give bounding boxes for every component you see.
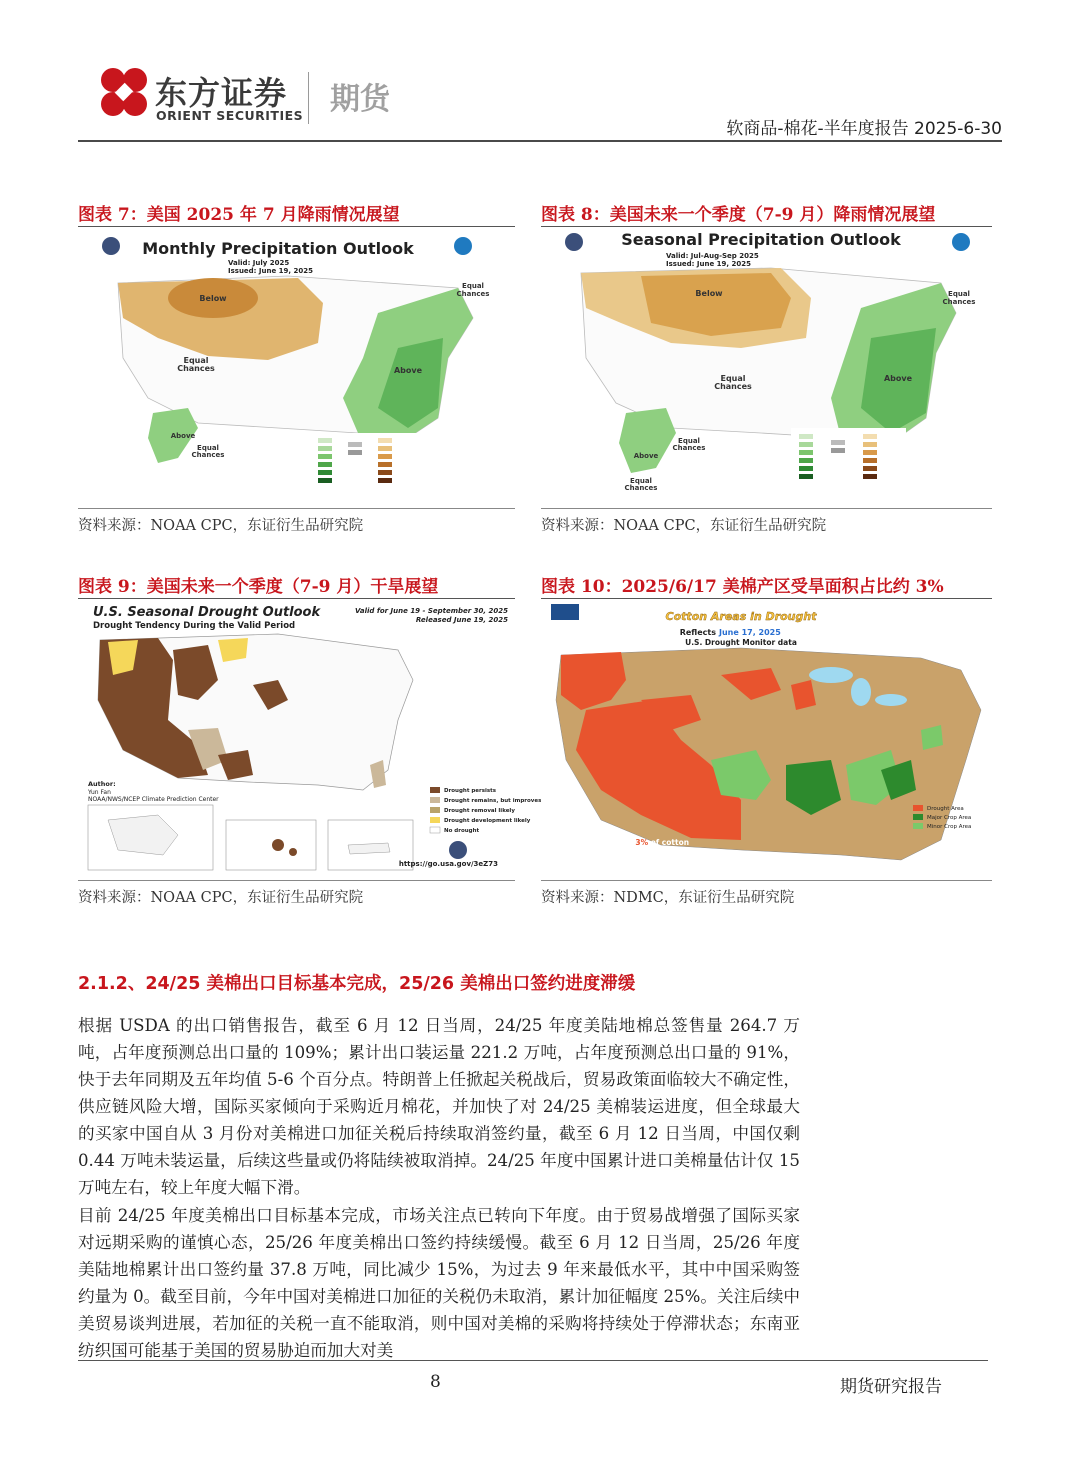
svg-text:Equal: Equal	[948, 290, 970, 298]
header-rule	[78, 140, 1002, 142]
svg-text:No drought: No drought	[444, 828, 480, 834]
company-name-cn: 东方证券	[155, 74, 288, 112]
figure-10-map	[541, 600, 992, 878]
figure-8-source: 资料来源：NOAA CPC，东证衍生品研究院	[541, 518, 827, 534]
figure-9-source: 资料来源：NOAA CPC，东证衍生品研究院	[78, 890, 364, 906]
noaa-logo-icon	[454, 237, 472, 255]
figure-10-bottom-rule	[541, 880, 992, 881]
label-above: Above	[393, 366, 423, 375]
footer-label: 期货研究报告	[840, 1377, 942, 1397]
figure-10-source: 资料来源：NDMC，东证衍生品研究院	[541, 890, 795, 906]
label-equal: Equal	[183, 356, 209, 365]
approx-line-2: production is within an area	[571, 847, 691, 856]
svg-text:Drought removal likely: Drought removal likely	[444, 808, 515, 814]
label-above: Above	[883, 374, 913, 383]
svg-text:Chances: Chances	[456, 290, 490, 298]
svg-text:Equal: Equal	[678, 437, 700, 445]
author-label: Author:	[88, 780, 116, 788]
figure-9-title: 图表 9：美国未来一个季度（7-9 月）干旱展望	[78, 577, 439, 597]
author-name: Yun Fan	[88, 789, 111, 796]
map-subtitle: Drought Tendency During the Valid Period	[93, 621, 296, 631]
label-chances: Chances	[177, 364, 215, 373]
noaa-logo-icon	[952, 233, 970, 251]
logo-divider	[308, 72, 309, 124]
noaa-seal-icon	[565, 233, 583, 251]
map-title: Cotton Areas in Drought	[665, 610, 817, 623]
map-reflects: Reflects	[679, 628, 716, 637]
approx-line-3: experiencing drought.	[571, 856, 666, 865]
svg-text:Equal: Equal	[630, 477, 652, 485]
section-heading: 2.1.2、24/25 美棉出口目标基本完成，25/26 美棉出口签约进度滞缓	[78, 974, 636, 994]
cotton-legend	[913, 805, 971, 830]
svg-text:Major Crop Area: Major Crop Area	[927, 815, 972, 821]
footer-rule	[78, 1360, 988, 1361]
svg-text:Chances: Chances	[672, 444, 706, 452]
figure-7-bottom-rule	[78, 508, 515, 509]
label-below: Below	[199, 294, 227, 303]
svg-text:Chances: Chances	[624, 484, 658, 492]
figure-8-map	[541, 228, 992, 506]
map-monitor: U.S. Drought Monitor data	[685, 638, 797, 647]
map-valid: Valid for June 19 - September 30, 2025	[354, 607, 508, 615]
figure-7-map	[78, 228, 515, 506]
map-valid: Valid: July 2025	[228, 259, 290, 267]
figure-9-top-rule	[78, 598, 515, 599]
svg-text:Chances: Chances	[191, 451, 225, 459]
svg-text:Minor Crop Area: Minor Crop Area	[927, 824, 972, 830]
figure-9-bottom-rule	[78, 880, 515, 881]
company-logo	[98, 64, 150, 126]
map-issued: Issued: June 19, 2025	[666, 260, 751, 268]
figure-7-title: 图表 7：美国 2025 年 7 月降雨情况展望	[78, 205, 400, 225]
noaa-seal-icon	[102, 237, 120, 255]
figure-8-bottom-rule	[541, 508, 992, 509]
map-title: Monthly Precipitation Outlook	[142, 239, 414, 258]
svg-text:Above: Above	[633, 452, 659, 460]
map-title: Seasonal Precipitation Outlook	[621, 230, 901, 249]
company-name-en: ORIENT SECURITIES	[156, 108, 304, 123]
paragraph-1: 根据 USDA 的出口销售报告，截至 6 月 12 日当周，24/25 年度美陆地棉总签售量 264.7 万吨，占年度预测总出口量的 109%；累计出口装运量 221.2 万吨，占年度预测总出口量的 91%，快于去年同期及五年均值 5-6 个百分点。特朗普上任掀起关税战后，贸易政策面临较大不确定性，供应链风险大增，国际买家倾向于采购近月棉花，并加快了对 24/25 美棉装运进度，但全球最大的买家中国自从 3 月份对美棉进口加征关税后持续取消签约量，截至 6 月 12 日当周，中国仅剩 0.44 万吨未装运量，后续这些量或仍将陆续被取消掉。24/25 年度中国累计进口美棉量估计仅 15 万吨左右，较上年度大幅下滑。	[78, 1016, 800, 1197]
figure-10-top-rule	[541, 598, 992, 599]
figure-10-title: 图表 10：2025/6/17 美棉产区受旱面积占比约 3%	[541, 577, 944, 597]
figure-9-map	[78, 600, 542, 878]
map-url: https://go.usa.gov/3eZ73	[398, 860, 498, 868]
svg-text:Drought remains, but improves: Drought remains, but improves	[444, 798, 542, 804]
figure-8-title: 图表 8：美国未来一个季度（7-9 月）降雨情况展望	[541, 205, 936, 225]
label-below: Below	[695, 289, 723, 298]
figure-8-top-rule	[541, 226, 992, 227]
svg-text:Equal: Equal	[197, 444, 219, 452]
orient-logo-icon	[98, 64, 150, 126]
svg-text:Drought Area: Drought Area	[927, 806, 964, 812]
map-released: Released June 19, 2025	[415, 616, 508, 624]
usda-logo-icon	[551, 604, 579, 620]
report-tag: 软商品-棉花-半年度报告 2025-6-30	[726, 119, 1002, 139]
svg-text:Above: Above	[170, 432, 196, 440]
noaa-seal-icon	[449, 841, 467, 859]
map-title: U.S. Seasonal Drought Outlook	[93, 605, 321, 620]
author-org: NOAA/NWS/NCEP Climate Prediction Center	[88, 796, 219, 803]
svg-text:Equal: Equal	[462, 282, 484, 290]
svg-text:Equal: Equal	[720, 374, 746, 383]
map-valid: Valid: Jul-Aug-Sep 2025	[666, 252, 759, 260]
figure-7-source: 资料来源：NOAA CPC，东证衍生品研究院	[78, 518, 364, 534]
probability-legend	[791, 428, 906, 490]
paragraph-2: 目前 24/25 年度美棉出口目标基本完成，市场关注点已转向下年度。由于贸易战增强了国际买家对远期采购的谨慎心态，25/26 年度美棉出口签约持续缓慢。截至 6 月 12 日当周，25/26 年度美陆地棉累计出口签约量 37.8 万吨，同比减少 15%，为过去 9 年来最低水平，其中中国采购签约量为 0。截至目前，今年中国对美棉进口加征的关税仍未取消，累计加征幅度 25%。关注后续中美贸易谈判进展，若加征的关税一直不能取消，则中国对美棉的采购将持续处于停滞状态；东南亚纺织国可能基于美国的贸易胁迫而加大对美	[78, 1206, 800, 1360]
svg-text:Chances: Chances	[714, 382, 752, 391]
svg-text:Chances: Chances	[942, 298, 976, 306]
map-issued: Issued: June 19, 2025	[228, 267, 313, 275]
probability-legend	[310, 433, 420, 491]
page-number: 8	[430, 1372, 441, 1392]
svg-text:Drought development likely: Drought development likely	[444, 818, 531, 824]
figure-7-top-rule	[78, 226, 515, 227]
division-name: 期货	[330, 82, 390, 117]
svg-text:Drought persists: Drought persists	[444, 788, 497, 794]
map-reflects-date: June 17, 2025	[719, 628, 781, 637]
approx-line-1: Approximately 3% of cotton	[571, 838, 690, 847]
